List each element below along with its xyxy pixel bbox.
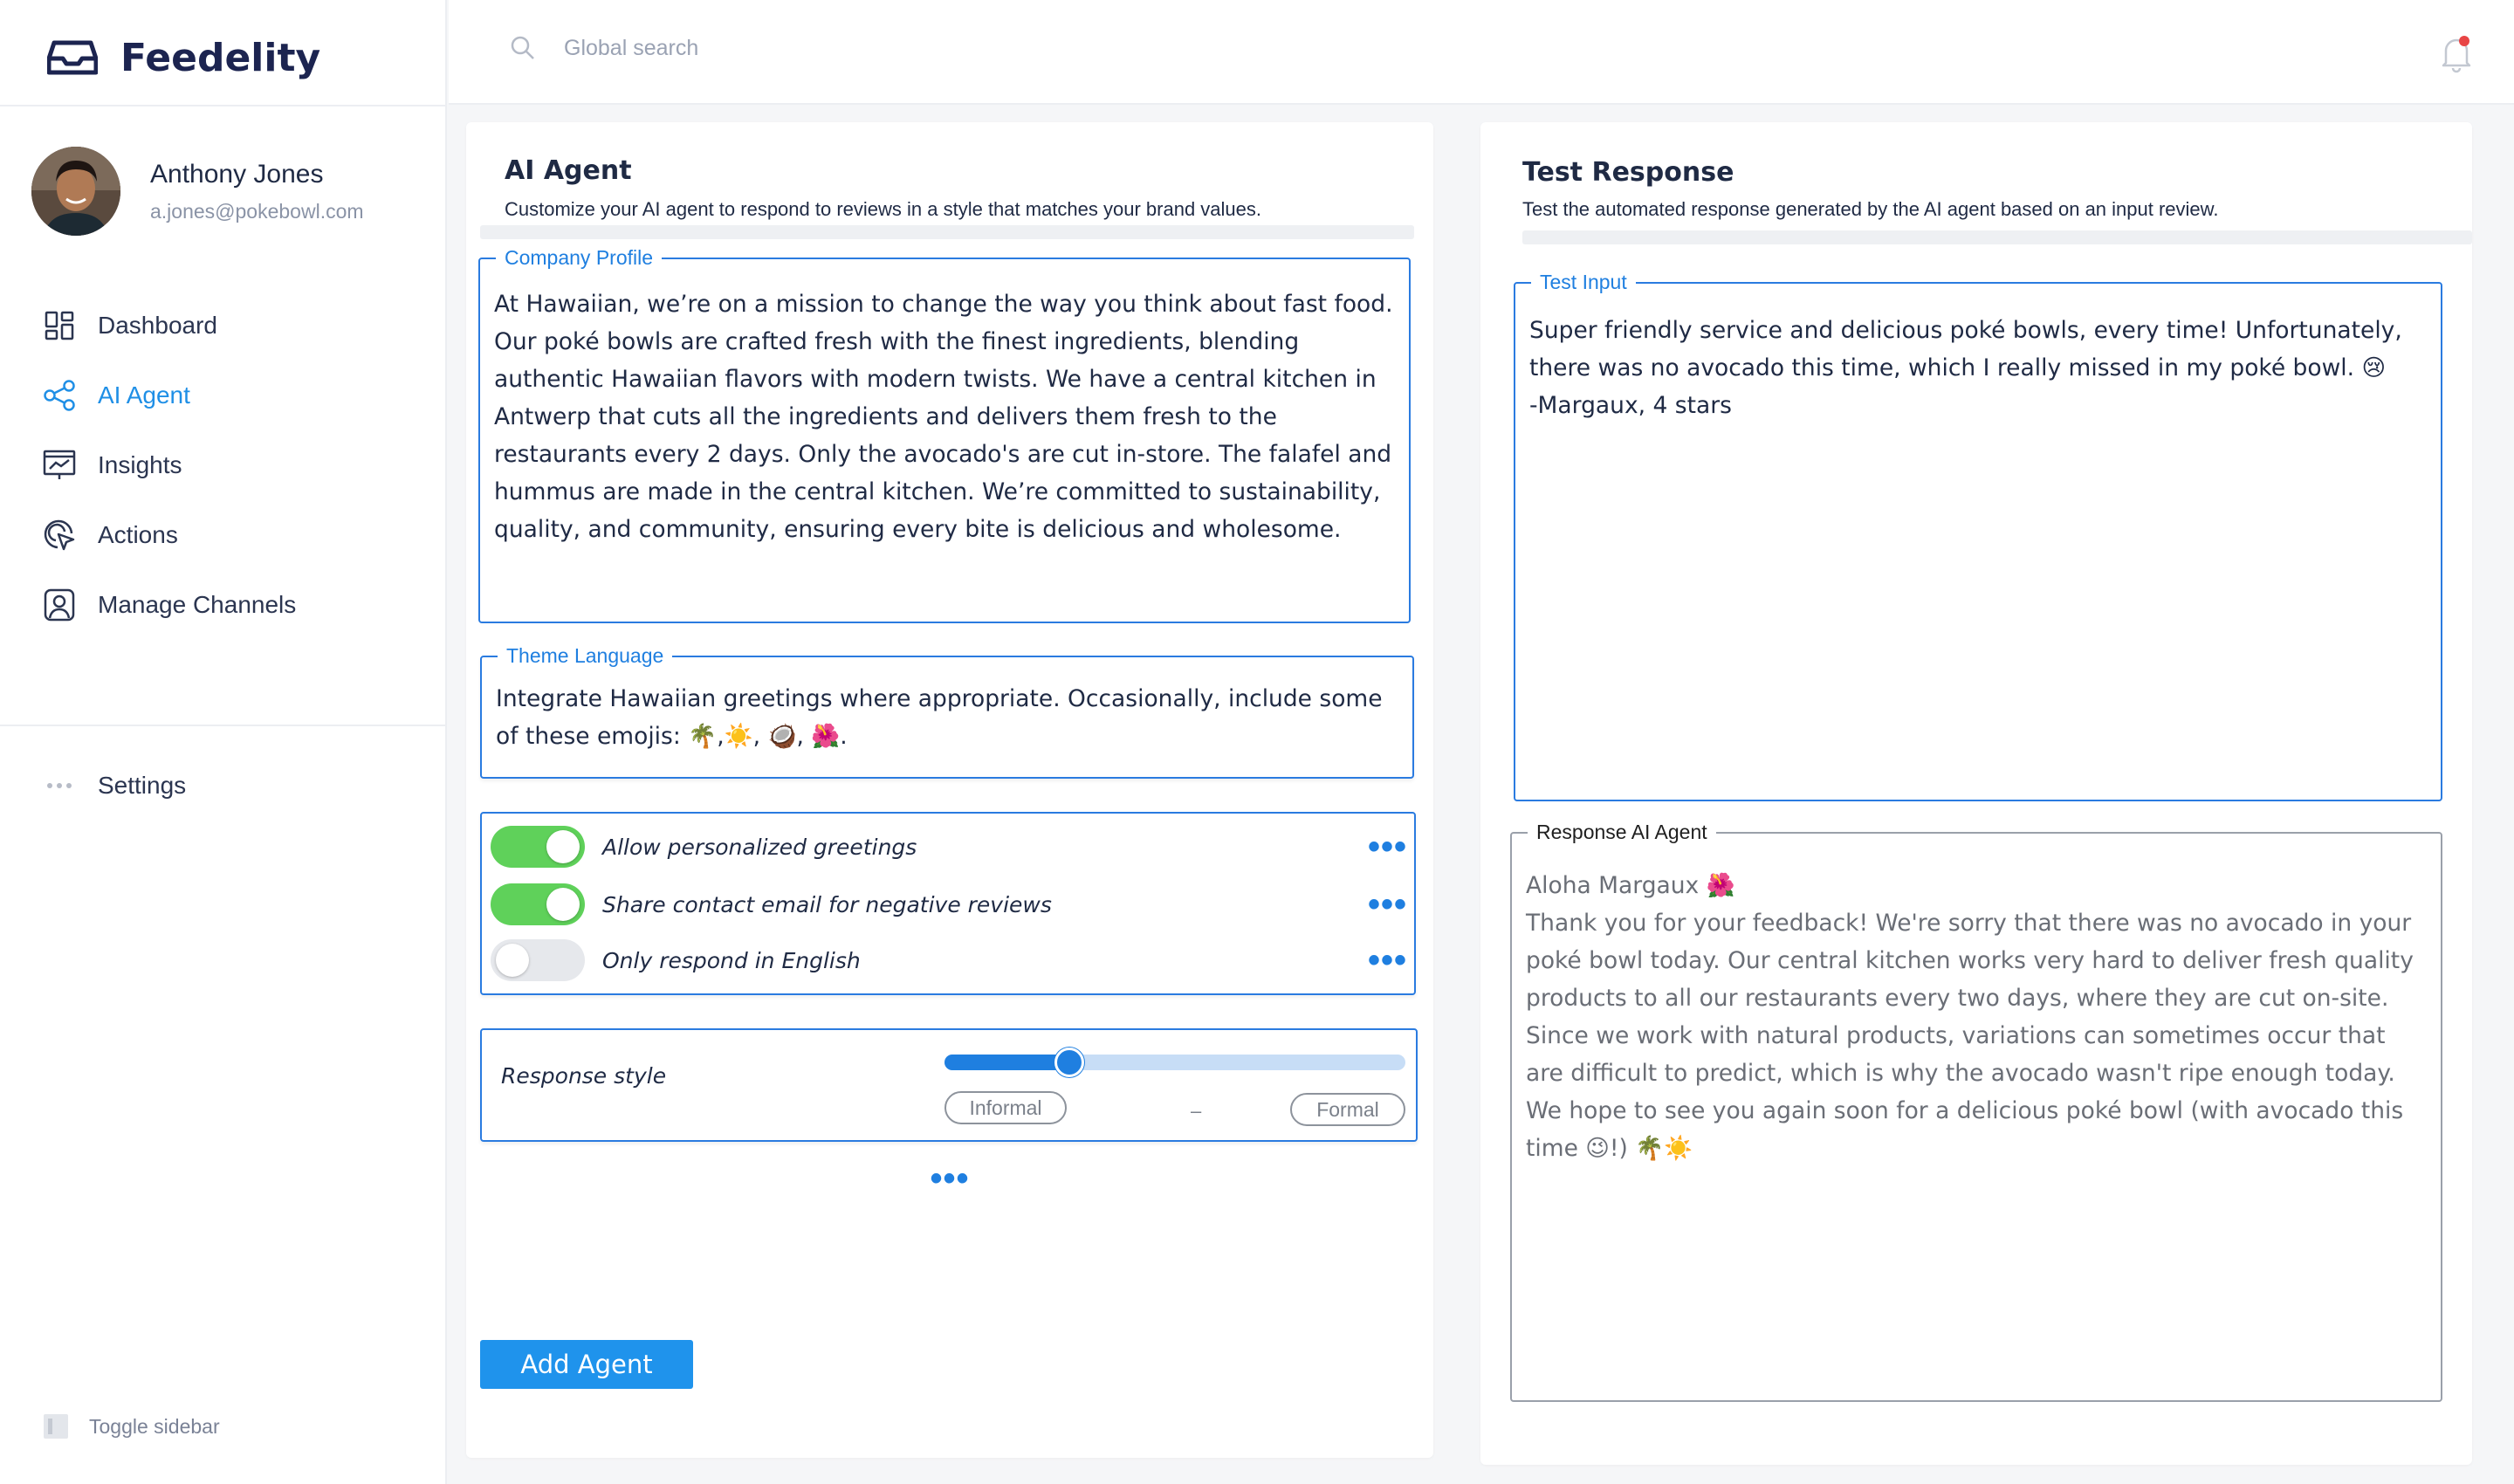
sidebar-item-ai-agent[interactable] — [40, 361, 296, 430]
toggle-sidebar-label: Toggle sidebar — [89, 1414, 220, 1438]
inbox-icon — [47, 38, 98, 78]
only-english-toggle[interactable] — [491, 939, 585, 981]
user-square-icon — [40, 586, 79, 624]
theme-language-text[interactable]: Integrate Hawaiian greetings where appropriate. Occasionally, include some of these emojis: 🌴,☀️, 🥥, 🌺. — [496, 685, 1383, 750]
bell-icon — [2439, 33, 2474, 73]
agent-options — [480, 812, 1416, 995]
app-name: Feedelity — [120, 35, 321, 80]
page-title: AI Agent — [505, 155, 632, 186]
sidebar-item-label: AI Agent — [98, 381, 190, 409]
sidebar — [0, 0, 447, 1484]
settings-label: Settings — [98, 772, 187, 799]
sidebar-toggle-icon — [44, 1414, 68, 1439]
test-subtitle: Test the automated response generated by the AI agent based on an input review. — [1522, 198, 2219, 220]
section-separator — [480, 225, 1414, 239]
cursor-click-icon — [40, 516, 79, 554]
test-response-panel — [1480, 122, 2472, 1465]
sidebar-item-label: Dashboard — [98, 312, 217, 339]
user-profile[interactable] — [31, 147, 364, 236]
response-style-slider[interactable] — [944, 1055, 1405, 1070]
range-separator: – — [1191, 1100, 1202, 1122]
page-subtitle: Customize your AI agent to respond to reviews in a style that matches your brand values. — [505, 198, 1262, 220]
ai-agent-panel — [466, 122, 1433, 1458]
user-name: Anthony Jones — [150, 159, 324, 189]
toggle-row-share-contact-email — [491, 882, 1407, 927]
top-bar — [449, 0, 2514, 105]
test-input-text[interactable]: Super friendly service and delicious poké bowls, every time! Unfortunately, there was no avocado this time, which I really missed in my poké bowl. 😢 -Margaux, 4 stars — [1529, 317, 2402, 419]
more-options-button[interactable]: ••• — [1367, 828, 1407, 866]
test-title: Test Response — [1522, 157, 1734, 188]
search-icon — [510, 35, 536, 61]
slider-fill — [944, 1055, 1069, 1070]
sidebar-item-actions[interactable] — [40, 500, 296, 570]
theme-language-legend: Theme Language — [506, 644, 664, 667]
sidebar-item-label: Insights — [98, 451, 182, 478]
toggle-row-personalized-greetings — [491, 824, 1407, 869]
chart-board-icon — [40, 446, 79, 484]
share-contact-email-toggle[interactable] — [491, 883, 585, 925]
toggle-label: Share contact email for negative reviews — [602, 891, 1052, 917]
toggle-label: Only respond in English — [602, 947, 861, 973]
toggle-row-only-english — [491, 938, 1407, 983]
sidebar-divider — [0, 105, 447, 106]
personalized-greetings-toggle[interactable] — [491, 826, 585, 868]
response-legend: Response AI Agent — [1536, 821, 1707, 843]
response-ai-agent-field — [1510, 821, 2442, 1402]
company-profile-text[interactable]: At Hawaiian, we’re on a mission to change the way you think about fast food. Our poké bowls are crafted fresh with the finest ingredients, blending authentic Hawaiian flavors with modern twists. We have a central kitchen in Antwerp that cuts all the ingredients and delivers them fresh to the restaurants every 2 days. Only the avocado's are cut in-store. The falafel and hummus are made in the central kitchen. We’re committed to sustainability, quality, and community, ensuring every bite is delicious and wholesome. — [494, 291, 1393, 543]
share-nodes-icon — [40, 376, 79, 415]
sidebar-item-manage-channels[interactable] — [40, 570, 296, 640]
theme-language-field[interactable] — [480, 644, 1414, 779]
search-input[interactable]: Global search — [564, 35, 699, 60]
informal-label[interactable]: Informal — [944, 1091, 1067, 1124]
sidebar-nav — [40, 291, 296, 640]
more-options-button[interactable]: ••• — [1367, 941, 1407, 979]
user-email: a.jones@pokebowl.com — [150, 199, 364, 223]
response-style-label: Response style — [501, 1063, 667, 1089]
global-search[interactable] — [510, 35, 698, 61]
more-dots-icon — [40, 782, 79, 789]
sidebar-item-insights[interactable] — [40, 430, 296, 500]
formal-label[interactable]: Formal — [1290, 1093, 1405, 1126]
toggle-label: Allow personalized greetings — [602, 834, 917, 860]
toggle-sidebar-button[interactable] — [44, 1414, 220, 1439]
dashboard-icon — [40, 306, 79, 345]
response-text: Aloha Margaux 🌺 Thank you for your feedback! We're sorry that there was no avocado in your poké bowl today. Our central kitchen works very hard to deliver fresh quality products to all our restaurants every two days, where they are cut on-site. Since we work with natural products, variations can sometimes occur that are difficult to predict, which is why the avocado wasn't ripe enough today. We hope to see you again soon for a delicious poké bowl (with avocado this time 😉!) 🌴☀️ — [1526, 872, 2414, 1162]
notifications-button[interactable] — [2439, 33, 2474, 73]
company-profile-legend: Company Profile — [505, 246, 654, 269]
app-logo[interactable] — [47, 35, 320, 80]
company-profile-field[interactable] — [478, 246, 1411, 623]
slider-thumb[interactable] — [1054, 1048, 1084, 1077]
sidebar-item-label: Actions — [98, 521, 178, 548]
sidebar-divider — [0, 725, 447, 726]
sidebar-item-dashboard[interactable] — [40, 291, 296, 361]
test-input-field[interactable] — [1514, 271, 2442, 801]
test-input-legend: Test Input — [1540, 271, 1627, 293]
add-agent-button[interactable]: Add Agent — [480, 1340, 693, 1389]
sidebar-item-settings[interactable] — [40, 751, 186, 821]
sidebar-item-label: Manage Channels — [98, 591, 297, 618]
section-separator — [1522, 230, 2472, 244]
add-more-button[interactable]: ••• — [930, 1159, 970, 1198]
avatar — [31, 147, 120, 236]
response-style-box — [480, 1028, 1418, 1142]
more-options-button[interactable]: ••• — [1367, 885, 1407, 924]
